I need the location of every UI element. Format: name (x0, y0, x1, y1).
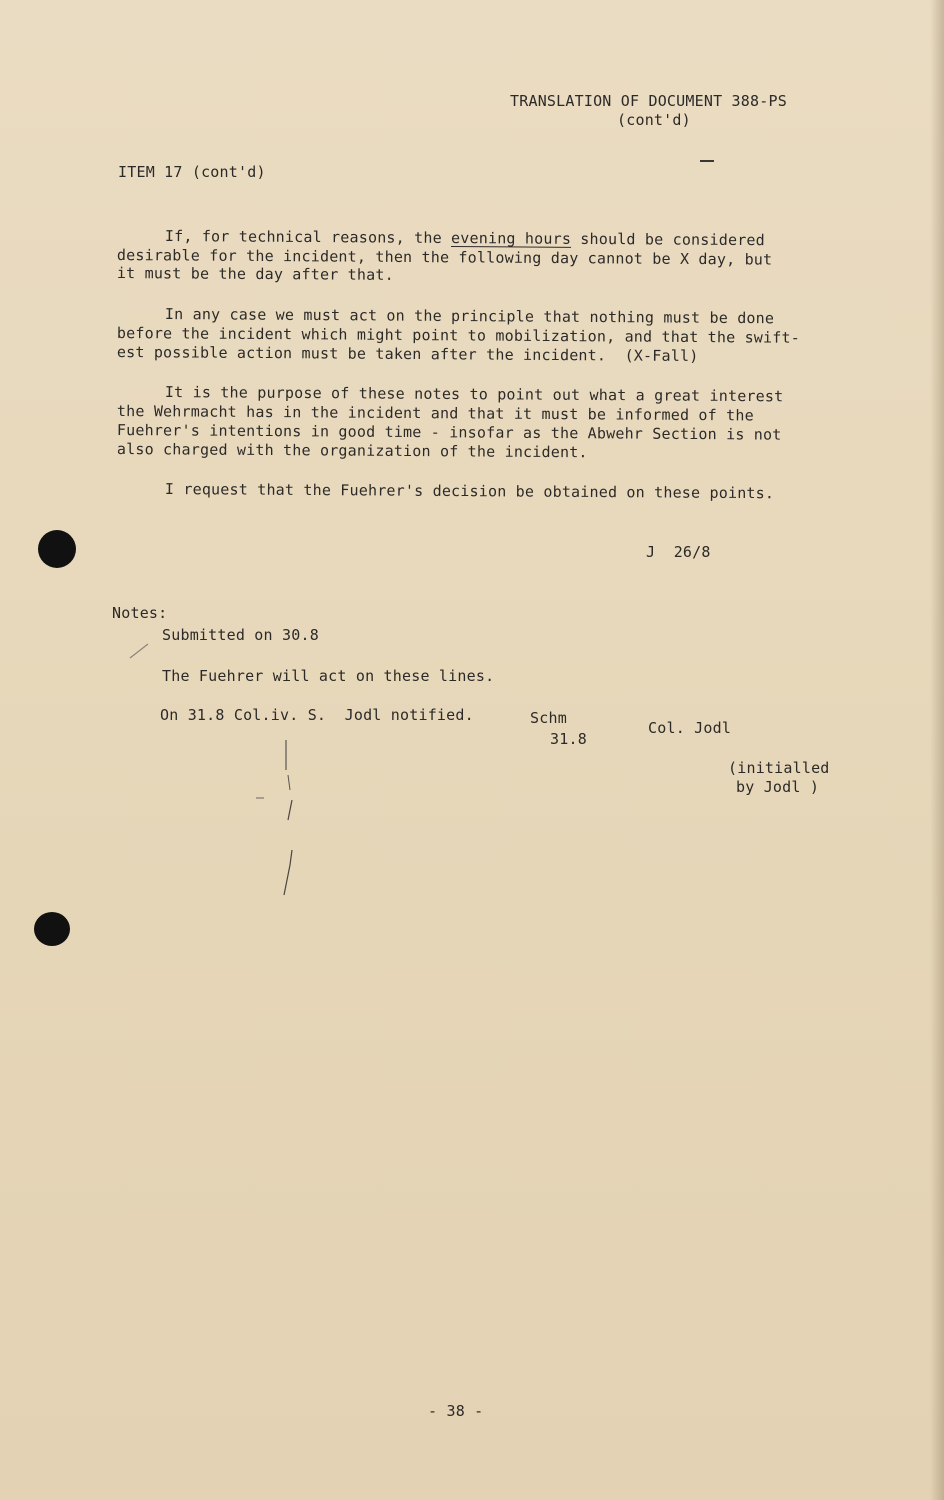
header-dash (700, 160, 714, 162)
p1-before: If, for technical reasons, the (164, 227, 452, 247)
item-heading: ITEM 17 (cont'd) (118, 163, 266, 181)
paragraph-3-line-4: also charged with the organization of the incident. (116, 440, 588, 462)
paragraph-2-line-1: In any case we must act on the principle that nothing must be done (164, 305, 775, 328)
page-edge-shadow (930, 0, 944, 1500)
pencil-stroke-icon (128, 640, 152, 660)
pencil-mark-icon (250, 730, 310, 900)
paragraph-3-line-3: Fuehrer's intentions in good time - insofar as the Abwehr Section is not (116, 421, 782, 444)
notes-col-jodl: Col. Jodl (648, 719, 732, 737)
signature-initial: J 26/8 (646, 543, 711, 561)
punch-hole-bottom (34, 912, 70, 946)
paragraph-1-line-3: it must be the day after that. (116, 264, 394, 284)
paragraph-3-line-1: It is the purpose of these notes to point out what a great interest (164, 383, 784, 406)
notes-initialled-line-1: (initialled (728, 759, 830, 777)
notes-fuehrer: The Fuehrer will act on these lines. (162, 667, 495, 685)
page-number: - 38 - (428, 1402, 484, 1420)
paragraph-2-line-3: est possible action must be taken after the incident. (X-Fall) (116, 343, 699, 366)
notes-label: Notes: (112, 604, 168, 622)
paragraph-3-line-2: the Wehrmacht has in the incident and that it must be informed of the (116, 402, 754, 425)
notes-submitted: Submitted on 30.8 (162, 626, 319, 644)
notes-schm-date: 31.8 (550, 730, 587, 748)
paragraph-1-line-2: desirable for the incident, then the following day cannot be X day, but (116, 246, 773, 269)
paragraph-4: I request that the Fuehrer's decision be obtained on these points. (164, 480, 775, 503)
paragraph-2-line-2: before the incident which might point to mobilization, and that the swift- (116, 324, 801, 347)
notes-initialled-line-2: by Jodl ) (736, 778, 820, 796)
notes-schm: Schm (530, 709, 567, 727)
notes-notified: On 31.8 Col.iv. S. Jodl notified. (160, 706, 474, 724)
p1-underlined: evening hours (451, 228, 572, 248)
document-header-title: TRANSLATION OF DOCUMENT 388-PS (510, 92, 787, 110)
p1-after: should be considered (571, 229, 766, 250)
document-header-cont: (cont'd) (617, 111, 691, 129)
punch-hole-top (38, 530, 76, 568)
